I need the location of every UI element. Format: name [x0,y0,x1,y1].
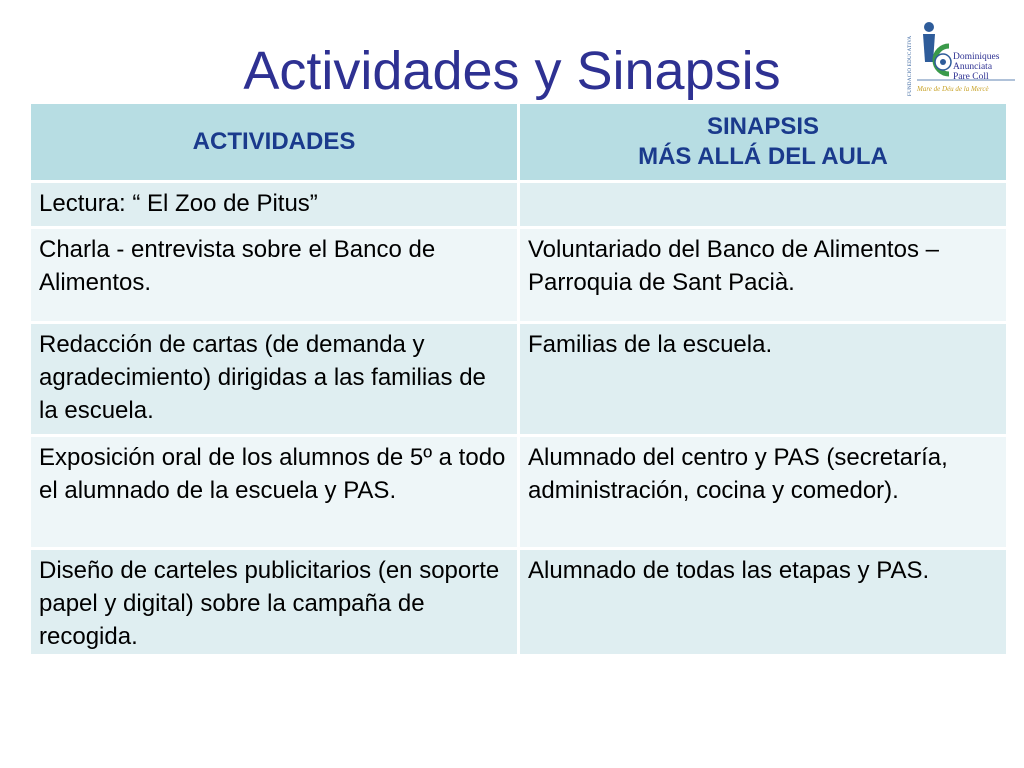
header-sinapsis-line2: MÁS ALLÁ DEL AULA [638,143,888,170]
cell-actividad: Exposición oral de los alumnos de 5º a todo el alumnado de la escuela y PAS. [31,437,517,547]
cell-sinapsis: Alumnado del centro y PAS (secretaría, administración, cocina y comedor). [520,437,1006,547]
logo-line-3: Pare Coll [953,72,989,82]
cell-actividad: Diseño de carteles publicitarios (en soporte papel y digital) sobre la campaña de recogida. [31,550,517,654]
logo-vertical-text: FUNDACIÓ EDUCATIVA [908,35,913,96]
table-row [31,183,1006,226]
cell-actividad: Charla - entrevista sobre el Banco de Alimentos. [31,229,517,321]
cell-sinapsis: Voluntariado del Banco de Alimentos – Parroquia de Sant Pacià. [520,229,1006,321]
cell-sinapsis: Alumnado de todas las etapas y PAS. [520,550,1006,654]
table-row [31,550,1006,654]
logo-motto: Mare de Déu de la Mercè [917,85,989,93]
activities-table [28,101,1009,657]
logo-line-2: Anunciata [953,62,993,72]
slide-title: Actividades y Sinapsis [243,41,781,101]
cell-actividad: Redacción de cartas (de demanda y agradecimiento) dirigidas a las familias de la escuela. [31,324,517,434]
table-row [31,229,1006,321]
logo-line-1: Dominiques [953,52,1000,62]
header-sinapsis [520,104,1006,180]
table-header-row [31,104,1006,180]
table-row [31,324,1006,434]
cell-sinapsis [520,183,1006,226]
school-logo [905,18,1017,98]
cell-actividad: Lectura: “ El Zoo de Pitus” [31,183,517,226]
header-sinapsis-line1: SINAPSIS [706,113,820,140]
cell-sinapsis: Familias de la escuela. [520,324,1006,434]
table-row [31,437,1006,547]
header-actividades: ACTIVIDADES [31,104,517,180]
